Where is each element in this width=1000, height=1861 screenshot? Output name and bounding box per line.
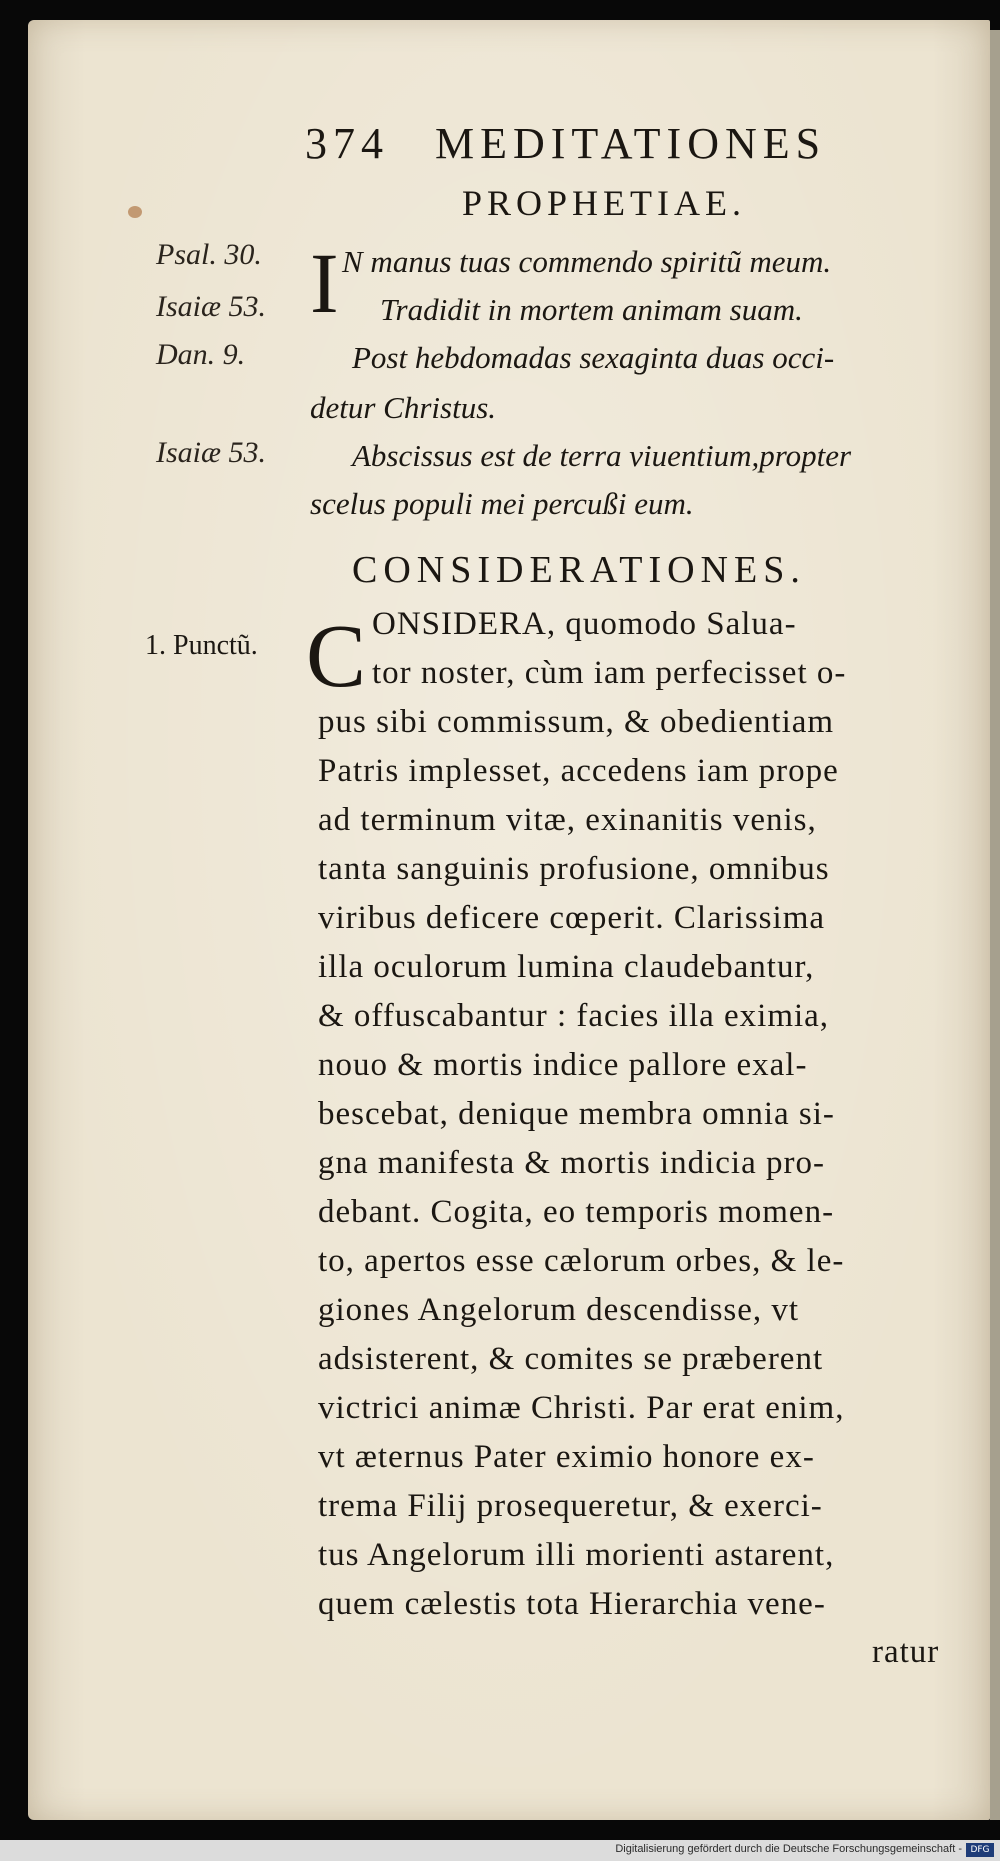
running-head: MEDITATIONES <box>435 119 827 168</box>
prophecy-line: N manus tuas commendo spiritũ meum. <box>342 244 832 279</box>
prophecy-line: Abscissus est de terra viuentium,propter <box>352 438 852 473</box>
margin-punctum: 1. Punctũ. <box>145 630 258 661</box>
body-line: trema Filij prosequeretur, & exerci- <box>318 1488 823 1524</box>
page-edge <box>990 30 1000 1820</box>
body-line: nouo & mortis indice pallore exal- <box>318 1047 808 1083</box>
drop-cap-initial: C <box>306 607 367 706</box>
digitization-footer <box>0 1840 1000 1861</box>
body-line: ONSIDERA, quomodo Salua- <box>372 606 797 642</box>
body-line: tus Angelorum illi morienti astarent, <box>318 1537 835 1573</box>
margin-ref: Isaiæ 53. <box>156 436 267 469</box>
body-line: pus sibi commissum, & obedientiam <box>318 704 835 740</box>
body-line: illa oculorum lumina claudebantur, <box>318 949 815 985</box>
prophecy-line: Tradidit in mortem animam suam. <box>380 292 803 327</box>
body-line: to, apertos esse cælorum orbes, & le- <box>318 1243 845 1279</box>
margin-ref: Psal. 30. <box>156 238 262 271</box>
page-number: 374 <box>305 119 389 168</box>
body-line: giones Angelorum descendisse, vt <box>318 1292 800 1328</box>
catchword: ratur <box>872 1634 940 1670</box>
body-line: victrici animæ Christi. Par erat enim, <box>318 1390 845 1426</box>
considerationes-heading: CONSIDERATIONES. <box>352 549 806 591</box>
body-line: viribus deficere cœperit. Clarissima <box>318 900 826 936</box>
body-line: Patris implesset, accedens iam prope <box>318 753 839 789</box>
body-line: tor noster, cùm iam perfecisset o- <box>372 655 847 691</box>
drop-cap-initial: I <box>310 235 339 331</box>
ink-stain <box>128 206 142 218</box>
funding-credit: Digitalisierung gefördert durch die Deutsche Forschungsgemeinschaft - <box>615 1843 962 1855</box>
body-line: & offuscabantur : facies illa eximia, <box>318 998 830 1034</box>
body-line: ad terminum vitæ, exinanitis venis, <box>318 802 817 838</box>
body-line: tanta sanguinis profusione, omnibus <box>318 851 830 887</box>
prophecy-line: Post hebdomadas sexaginta duas occi- <box>352 340 835 375</box>
margin-ref: Dan. 9. <box>156 338 246 371</box>
body-line: quem cælestis tota Hierarchia vene- <box>318 1586 826 1622</box>
body-line: gna manifesta & mortis indicia pro- <box>318 1145 825 1181</box>
dfg-logo: DFG <box>966 1843 994 1857</box>
body-line: bescebat, denique membra omnia si- <box>318 1096 835 1132</box>
prophecy-line: scelus populi mei percußi eum. <box>310 486 694 521</box>
body-line: vt æternus Pater eximio honore ex- <box>318 1439 815 1475</box>
body-line: debant. Cogita, eo temporis momen- <box>318 1194 835 1230</box>
prophecy-line: detur Christus. <box>310 390 497 425</box>
margin-ref: Isaiæ 53. <box>156 290 267 323</box>
section-heading: PROPHETIAE. <box>462 183 747 223</box>
body-line: adsisterent, & comites se præberent <box>318 1341 824 1377</box>
